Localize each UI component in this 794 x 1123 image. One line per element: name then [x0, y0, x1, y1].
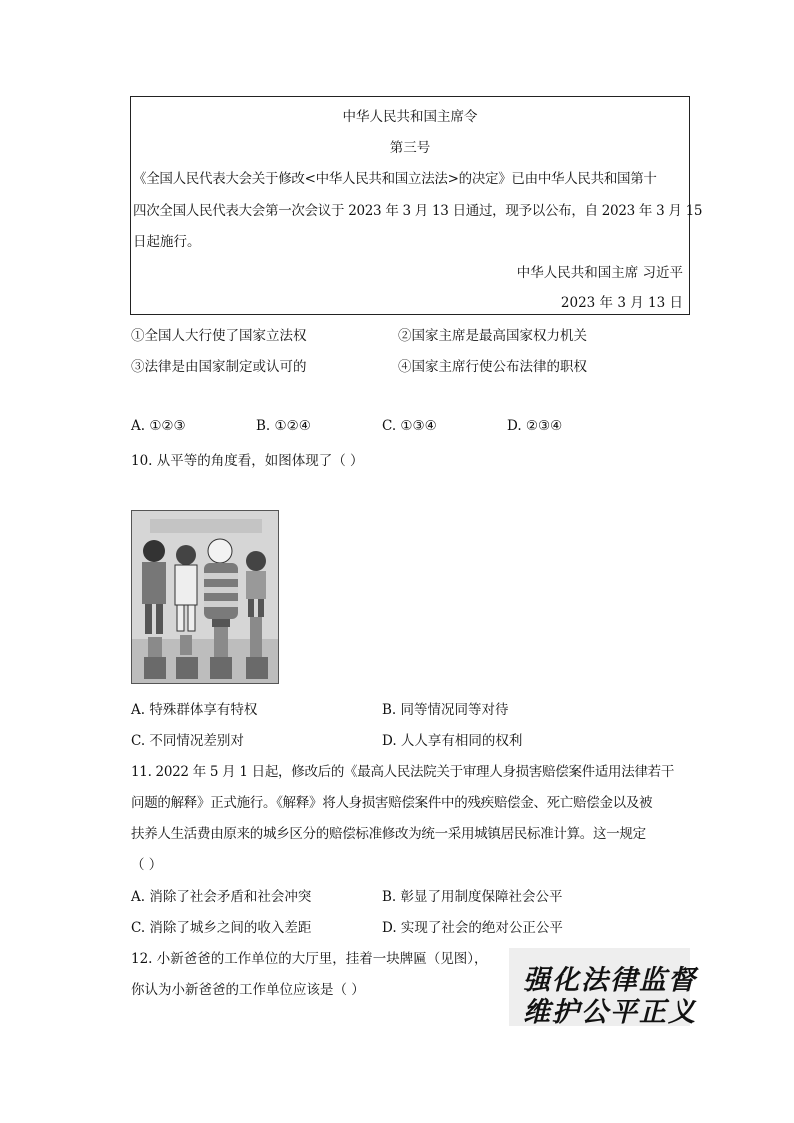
decree-number: 第三号 [389, 140, 431, 156]
q11-option-b[interactable]: B. 彰显了用制度保障社会公平 [382, 889, 563, 905]
q11-line-4: （ ） [131, 857, 163, 873]
q11-option-a[interactable]: A. 消除了社会矛盾和社会冲突 [131, 889, 312, 905]
decree-body-line-2: 四次全国人民代表大会第一次会议于 2023 年 3 月 13 日通过，现予以公布，自 2023 年 3 月 15 [133, 203, 703, 219]
decree-box [130, 96, 703, 315]
q11-line-1: 11. 2022 年 5 月 1 日起，修改后的《最高人民法院关于审理人身损害赔偿案件适用法律若干 [131, 764, 675, 780]
plaque-figure [509, 948, 697, 1028]
q11-option-c[interactable]: C. 消除了城乡之间的收入差距 [131, 920, 312, 936]
q11-line-2: 问题的解释》正式施行。《解释》将人身损害赔偿案件中的残疾赔偿金、死亡赔偿金以及被 [131, 795, 653, 811]
decree-body-line-1: 《全国人民代表大会关于修改<中华人民共和国立法法>的决定》已由中华人民共和国第十 [133, 171, 657, 187]
q10-option-c[interactable]: C. 不同情况差别对 [131, 733, 244, 749]
q12-line-1: 12. 小新爸爸的工作单位的大厅里，挂着一块牌匾（见图）， [131, 951, 488, 967]
q10-stem: 10. 从平等的角度看，如图体现了（ ） [131, 453, 364, 469]
q9-statement-1: ①全国人大行使了国家立法权 [131, 328, 307, 344]
decree-body-line-3: 日起施行。 [133, 234, 201, 250]
decree-date: 2023 年 3 月 13 日 [560, 295, 683, 311]
q10-option-a[interactable]: A. 特殊群体享有特权 [131, 702, 258, 718]
q9-option-a[interactable]: A. ①②③ [131, 418, 186, 434]
decree-signature: 中华人民共和国主席 习近平 [516, 265, 683, 281]
plaque-line-2: 维护公平正义 [523, 997, 697, 1028]
q9-option-c[interactable]: C. ①③④ [382, 418, 437, 434]
q9-option-b[interactable]: B. ①②④ [256, 418, 311, 434]
q9-option-d[interactable]: D. ②③④ [507, 418, 563, 434]
decree-title: 中华人民共和国主席令 [342, 109, 478, 125]
q12-line-2: 你认为小新爸爸的工作单位应该是（ ） [131, 982, 365, 998]
q10-option-b[interactable]: B. 同等情况同等对待 [382, 702, 509, 718]
plaque-line-1: 强化法律监督 [523, 965, 697, 996]
q9-statement-2: ②国家主席是最高国家权力机关 [398, 328, 587, 344]
q9-statement-3: ③法律是由国家制定或认可的 [131, 359, 307, 375]
q10-option-d[interactable]: D. 人人享有相同的权利 [382, 733, 523, 749]
q11-option-d[interactable]: D. 实现了社会的绝对公正公平 [382, 920, 563, 936]
q11-line-3: 扶养人生活费由原来的城乡区分的赔偿标准修改为统一采用城镇居民标准计算。这一规定 [131, 826, 646, 842]
equality-cartoon-figure [131, 510, 279, 684]
q9-statement-4: ④国家主席行使公布法律的职权 [398, 359, 587, 375]
